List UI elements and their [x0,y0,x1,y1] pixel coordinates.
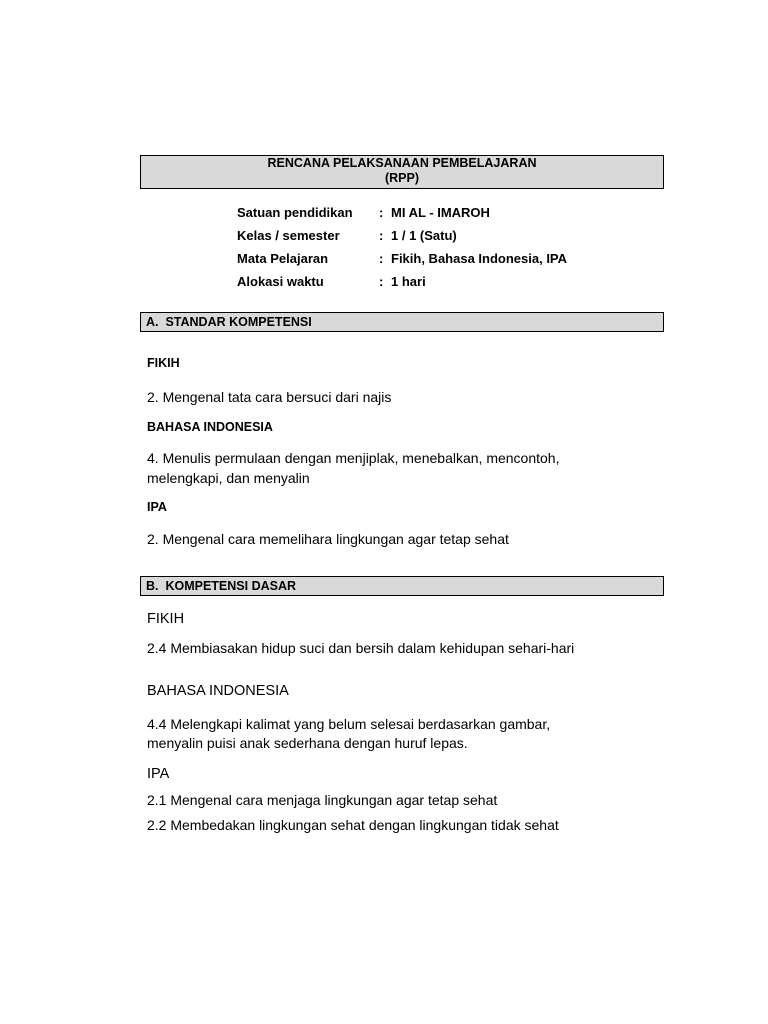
section-a-ipa-text: 2. Mengenal cara memelihara lingkungan agar tetap sehat [147,531,509,547]
section-a-bahasa-text-line2: melengkapi, dan menyalin [147,470,310,486]
identity-colon: : [379,274,384,289]
identity-value: MI AL - IMAROH [391,205,490,220]
section-b-bahasa-text-line1: 4.4 Melengkapi kalimat yang belum selesai berdasarkan gambar, [147,716,551,732]
section-a-bahasa-heading: BAHASA INDONESIA [147,420,273,434]
section-b-fikih-heading: FIKIH [147,611,185,627]
section-b-bahasa-text-line2: menyalin puisi anak sederhana dengan huruf lepas. [147,735,468,751]
section-b-bahasa-heading: BAHASA INDONESIA [147,683,289,699]
identity-value: 1 / 1 (Satu) [391,228,457,243]
section-a-fikih-text: 2. Mengenal tata cara bersuci dari najis [147,389,392,405]
document-title: RENCANA PELAKSANAAN PEMBELAJARAN [267,156,537,170]
section-a-bahasa-text-line1: 4. Menulis permulaan dengan menjiplak, menebalkan, mencontoh, [147,450,560,466]
section-b-header [140,576,664,596]
section-b-ipa-heading: IPA [147,766,170,782]
identity-colon: : [379,228,384,243]
identity-value: Fikih, Bahasa Indonesia, IPA [391,251,568,266]
identity-value: 1 hari [391,274,426,289]
section-a-fikih-heading: FIKIH [147,356,180,370]
identity-label: Alokasi waktu [237,274,324,289]
section-a-header [140,312,664,332]
section-b-fikih-text: 2.4 Membiasakan hidup suci dan bersih dalam kehidupan sehari-hari [147,640,575,656]
document-subtitle: (RPP) [384,171,420,185]
identity-label: Satuan pendidikan [237,205,353,220]
section-a-ipa-heading: IPA [147,500,167,514]
section-b-ipa-text-2: 2.2 Membedakan lingkungan sehat dengan lingkungan tidak sehat [147,817,559,833]
section-b-ipa-text-1: 2.1 Mengenal cara menjaga lingkungan agar tetap sehat [147,792,498,808]
identity-label: Mata Pelajaran [237,251,329,266]
identity-colon: : [379,251,384,266]
identity-label: Kelas / semester [237,228,340,243]
identity-colon: : [379,205,384,220]
section-a-title: A. STANDAR KOMPETENSI [146,315,312,329]
section-b-title: B. KOMPETENSI DASAR [146,579,297,593]
document-title-box [140,155,664,189]
